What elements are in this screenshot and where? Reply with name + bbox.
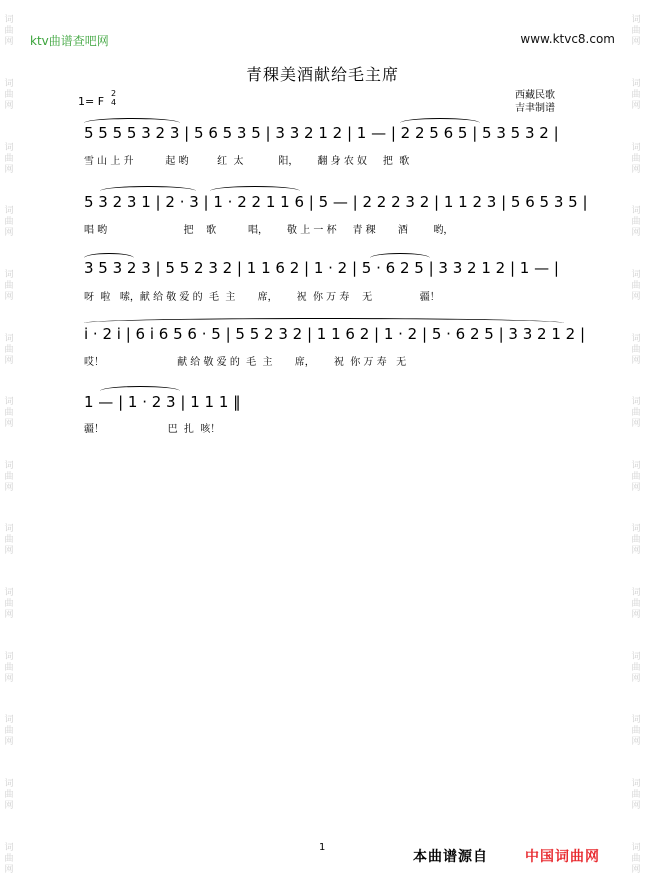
watermark-char: 网 (631, 864, 641, 875)
watermark-group (631, 397, 640, 430)
watermark-group (631, 652, 640, 685)
lyric-line-4: 哎！ 献 给 敬 爱 的 毛 主 席， 祝 你 万 寿 无 (84, 357, 407, 368)
watermark-char: 曲 (4, 26, 14, 37)
watermark-char: 网 (631, 291, 641, 302)
watermark-char: 曲 (631, 26, 641, 37)
watermark-char: 曲 (4, 280, 14, 291)
score-line-1: 5 5 5 5 3 2 3 | 5 6 5 3 5 | 3 3 2 1 2 | 1 — | 2 2 5 6 5 | 5 3 5 3 2 | (84, 124, 559, 142)
site-url-right: www.ktvc8.com (520, 32, 615, 46)
key-signature: 1= F (78, 95, 105, 108)
watermark-char: 曲 (4, 599, 14, 610)
watermark-char: 曲 (4, 89, 14, 100)
watermark-char: 曲 (631, 344, 641, 355)
score-line-4: i · 2 i | 6 i 6 5 6 · 5 | 5 5 2 3 2 | 1 1 6 2 | 1 · 2 | 5 · 6 2 5 | 3 3 2 1 2 | (84, 325, 586, 343)
watermark-group (4, 270, 13, 303)
watermark-char: 词 (631, 779, 641, 789)
watermark-group (631, 779, 640, 812)
watermark-char: 曲 (631, 599, 641, 610)
watermark-char: 网 (631, 228, 641, 239)
watermark-char: 词 (4, 333, 14, 344)
watermark-group (631, 143, 640, 176)
watermark-char: 曲 (631, 471, 641, 482)
watermark-char: 曲 (4, 790, 14, 800)
watermark-char: 曲 (4, 535, 14, 546)
watermark-char: 曲 (4, 153, 14, 164)
watermark-group (4, 397, 13, 430)
watermark-char: 词 (631, 842, 641, 853)
watermark-group (4, 461, 13, 494)
lyric-line-1: 雪 山 上 升 起 哟 红 太 阳， 翻 身 农 奴 把 歌 (84, 156, 410, 167)
watermark-group (631, 524, 640, 557)
watermark-char: 网 (631, 164, 641, 175)
watermark-char: 曲 (631, 726, 641, 737)
slur-arc (100, 386, 180, 391)
slur-arc (84, 118, 180, 123)
watermark-char: 词 (631, 15, 641, 26)
watermark-group (4, 206, 13, 239)
watermark-char: 网 (631, 37, 641, 48)
watermark-char: 词 (4, 78, 14, 89)
right-watermark-column (627, 0, 645, 891)
watermark-char: 曲 (631, 153, 641, 164)
watermark-char: 曲 (631, 280, 641, 291)
watermark-char: 词 (631, 206, 641, 217)
watermark-char: 网 (631, 610, 641, 621)
watermark-char: 曲 (4, 408, 14, 419)
watermark-char: 词 (4, 779, 14, 789)
brand-name: 中国词曲网 (525, 849, 600, 865)
lyric-line-2: 唱 哟 把 歌 唱， 敬 上 一 杯 青 稞 酒 哟， (84, 225, 454, 236)
watermark-char: 网 (4, 673, 14, 684)
score-line-5: 1 — | 1 · 2 3 | 1 1 1 ‖ (84, 393, 241, 411)
watermark-group (4, 334, 13, 367)
watermark-char: 网 (4, 801, 14, 811)
watermark-char: 词 (4, 715, 14, 726)
watermark-char: 网 (4, 610, 14, 621)
watermark-char: 词 (631, 460, 641, 471)
slur-arc (210, 186, 300, 191)
watermark-char: 网 (4, 164, 14, 175)
watermark-char: 网 (4, 291, 14, 302)
watermark-group (4, 715, 13, 748)
watermark-char: 词 (4, 842, 14, 853)
watermark-group (4, 652, 13, 685)
slur-arc (400, 118, 480, 123)
watermark-char: 词 (631, 142, 641, 153)
meter-top: 2 (111, 89, 117, 98)
watermark-char: 曲 (4, 726, 14, 737)
watermark-group (631, 270, 640, 303)
watermark-char: 词 (631, 333, 641, 344)
watermark-group (631, 15, 640, 48)
watermark-char: 曲 (4, 344, 14, 355)
slur-arc (370, 253, 430, 258)
watermark-char: 曲 (4, 853, 14, 864)
watermark-char: 网 (631, 482, 641, 493)
watermark-char: 网 (4, 100, 14, 111)
watermark-char: 网 (631, 737, 641, 748)
lyric-line-3: 呀 啦 嗦，献 给 敬 爱 的 毛 主 席， 祝 你 万 寿 无 疆！ (84, 292, 440, 303)
source-label: 本曲谱源自 (413, 849, 488, 865)
watermark-char: 词 (4, 524, 14, 535)
watermark-char: 词 (4, 206, 14, 217)
watermark-char: 词 (4, 651, 14, 662)
watermark-char: 曲 (631, 89, 641, 100)
watermark-char: 网 (4, 737, 14, 748)
watermark-char: 词 (4, 15, 14, 26)
watermark-char: 词 (4, 588, 14, 599)
watermark-char: 曲 (631, 662, 641, 673)
time-signature (111, 89, 116, 107)
watermark-group (631, 334, 640, 367)
score-line-2: 5 3 2 3 1 | 2 · 3 | 1 · 2 2 1 1 6 | 5 — | 2 2 2 3 2 | 1 1 2 3 | 5 6 5 3 5 | (84, 193, 588, 211)
watermark-char: 词 (631, 397, 641, 408)
watermark-group (631, 715, 640, 748)
watermark-char: 曲 (631, 408, 641, 419)
watermark-char: 网 (631, 546, 641, 557)
watermark-char: 网 (631, 419, 641, 430)
watermark-char: 网 (4, 546, 14, 557)
lyric-line-5: 疆！ 巴 扎 咳！ (84, 424, 221, 435)
watermark-char: 词 (631, 524, 641, 535)
watermark-char: 网 (631, 355, 641, 366)
watermark-char: 网 (631, 673, 641, 684)
watermark-group (4, 843, 13, 876)
watermark-char: 网 (4, 419, 14, 430)
watermark-group (631, 843, 640, 876)
watermark-group (4, 143, 13, 176)
watermark-char: 曲 (631, 790, 641, 800)
left-watermark-column (0, 0, 18, 891)
watermark-char: 曲 (4, 471, 14, 482)
watermark-char: 词 (631, 78, 641, 89)
slur-arc (84, 253, 134, 258)
watermark-char: 网 (631, 100, 641, 111)
watermark-group (4, 779, 13, 812)
watermark-group (631, 461, 640, 494)
watermark-group (4, 15, 13, 48)
watermark-char: 词 (4, 142, 14, 153)
watermark-char: 网 (4, 355, 14, 366)
watermark-group (4, 524, 13, 557)
credit-maker: 吉聿制谱 (515, 103, 555, 114)
meter-bottom: 4 (111, 98, 117, 107)
watermark-char: 曲 (631, 217, 641, 228)
watermark-char: 词 (631, 588, 641, 599)
watermark-char: 网 (4, 37, 14, 48)
watermark-char: 词 (4, 397, 14, 408)
page-number: 1 (319, 842, 326, 853)
watermark-char: 网 (631, 801, 641, 811)
watermark-char: 词 (4, 269, 14, 280)
watermark-char: 曲 (4, 662, 14, 673)
watermark-char: 词 (631, 269, 641, 280)
slur-arc (84, 318, 564, 323)
watermark-char: 曲 (631, 535, 641, 546)
watermark-group (631, 588, 640, 621)
watermark-char: 词 (4, 460, 14, 471)
watermark-char: 网 (4, 228, 14, 239)
watermark-group (631, 206, 640, 239)
watermark-char: 网 (4, 864, 14, 875)
watermark-char: 曲 (4, 217, 14, 228)
watermark-group (4, 588, 13, 621)
score-line-3: 3 5 3 2 3 | 5 5 2 3 2 | 1 1 6 2 | 1 · 2 | 5 · 6 2 5 | 3 3 2 1 2 | 1 — | (84, 259, 559, 277)
watermark-char: 网 (4, 482, 14, 493)
watermark-char: 词 (631, 715, 641, 726)
site-name-left: ktv曲谱查吧网 (30, 34, 109, 48)
watermark-char: 词 (631, 651, 641, 662)
song-title: 青稞美酒献给毛主席 (245, 65, 399, 84)
watermark-char: 曲 (631, 853, 641, 864)
slur-arc (100, 186, 196, 191)
credit-origin: 西藏民歌 (515, 90, 555, 101)
